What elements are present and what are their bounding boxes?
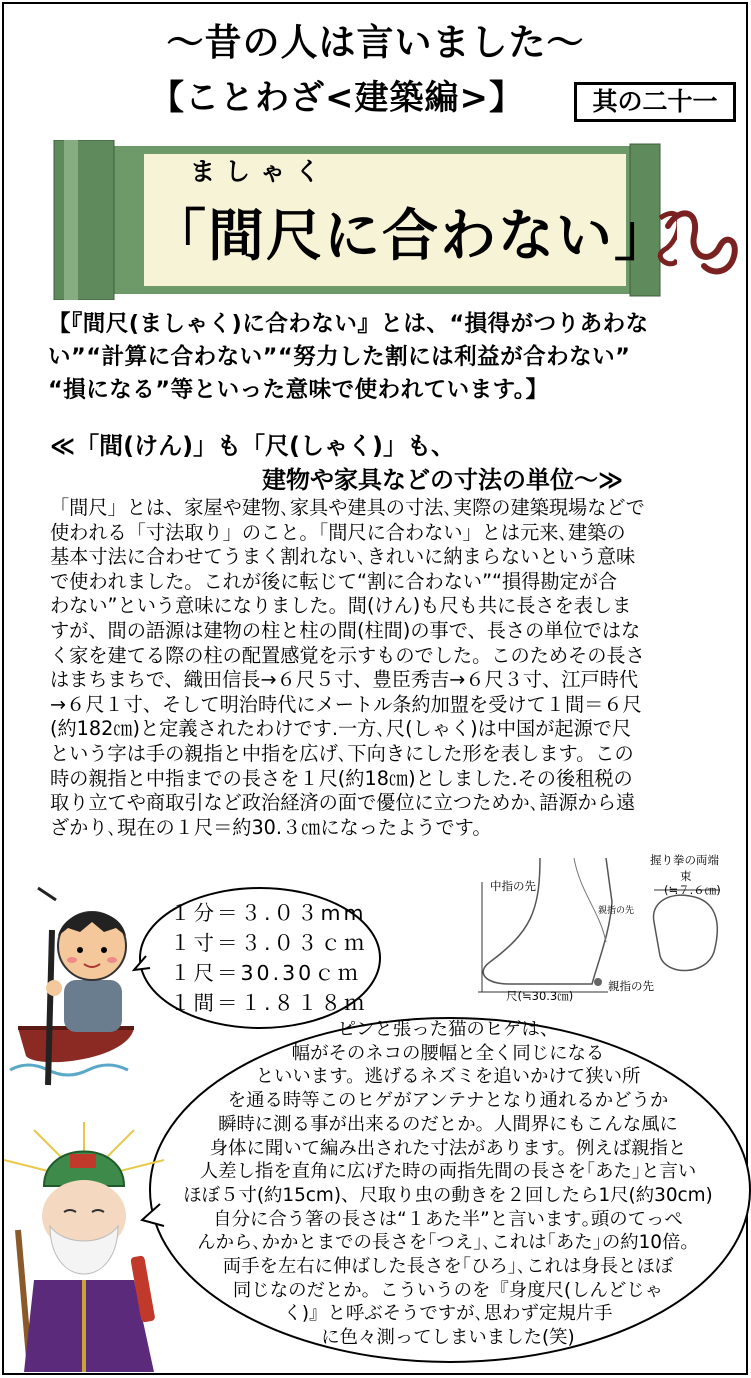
- page-subtitle: 【ことわざ<建築編>】: [150, 78, 524, 118]
- note-line: 人差し指を直角に広げた時の両指先間の長さを｢あた｣と言い: [199, 1161, 697, 1183]
- intro-line: “損になる”等といった意味で使われています。】: [48, 377, 549, 403]
- water: [10, 1065, 128, 1075]
- hand-outline: [483, 858, 612, 984]
- intro-text: [48, 308, 738, 407]
- note-text: [150, 1018, 746, 1350]
- body-line: ざかり､現在の１尺＝約30.３㎝になったようです。: [50, 815, 492, 839]
- unit-item: １間＝１.８１８ｍ: [170, 991, 368, 1015]
- unit-item: １尺＝30.30ｃｍ: [170, 961, 362, 985]
- section-heading-line1: ≪「間(けん)」も「尺(しゃく)」も、: [50, 432, 455, 460]
- scroll-string-tail: [660, 196, 748, 280]
- pole: [48, 930, 52, 1085]
- note-line: んから､かかとまでの長さを｢つえ｣､これは｢あた｣の約10倍。: [197, 1232, 699, 1254]
- page-title: ～昔の人は言いました～: [166, 21, 585, 64]
- body-line: わない”という意味になりました。間(けん)も尺も共に長さを表しま: [50, 594, 632, 618]
- section-heading-line2: 建物や家具などの寸法の単位～≫: [262, 466, 624, 494]
- body-text: [50, 496, 742, 840]
- scroll-roller-left: [54, 140, 114, 300]
- fist-unit: 束: [680, 869, 692, 883]
- intro-line: い”“計算に合わない”“努力した割には利益が合わない”: [48, 344, 631, 370]
- fist-value: (≒７.６㎝): [664, 883, 721, 897]
- note-line: に色々測ってしまいました(笑): [321, 1327, 575, 1349]
- thumb-tip-label: 親指の先: [608, 979, 654, 993]
- middle-finger-label: 中指の先: [490, 879, 536, 893]
- units-list: [170, 898, 368, 1018]
- body-line: という字は手の親指と中指を広げ､下向きにした形を表します。この: [50, 741, 634, 765]
- proverb-furigana: ましゃく: [190, 157, 331, 186]
- unit-item: １分＝３.０３mm: [170, 901, 367, 925]
- body-line: すが、間の語源は建物の柱と柱の間(柱間)の事で、長さの単位ではな: [50, 618, 641, 642]
- issue-badge: 其の二十一: [574, 82, 736, 122]
- body-line: 基本寸法に合わせてうまく割れない､きれいに納まらないという意味: [50, 545, 636, 569]
- foot-measure-figure: [470, 852, 742, 1008]
- note-line: く)』と呼ぶそうですが､思わず定規片手: [283, 1303, 613, 1325]
- body-line: 「間尺」とは、家屋や建物､家具や建具の寸法､実際の建築現場などで: [50, 496, 645, 519]
- boatman-illustration: [8, 870, 144, 1090]
- boatman-body: [64, 980, 122, 1032]
- fist-title: 握り拳の両端: [650, 853, 719, 867]
- unit-item: １寸＝３.０３ｃｍ: [170, 931, 368, 955]
- note-line: 身体に聞いて編み出された寸法があります。例えば親指と: [209, 1137, 687, 1159]
- note-line: といいます。逃げるネズミを追いかけて狭い所: [255, 1066, 641, 1088]
- body-line: (約182㎝)と定義されたわけです.一方､尺(しゃく)は中国が起源で尺: [50, 717, 632, 741]
- note-line: ピンと張った猫のヒゲは、: [337, 1019, 559, 1040]
- note-line: 自分に合う箸の長さは“１あた半”と言います｡頭のてっぺ: [213, 1208, 683, 1230]
- measure-label: 尺(≒30.3㎝): [506, 989, 574, 1003]
- note-line: 幅がそのネコの腰幅と全く同じになる: [291, 1042, 605, 1064]
- fist-outline: [653, 895, 717, 970]
- note-line: 瞬時に測る事が出来るのだとか。人間界にもこんな風に: [218, 1113, 678, 1135]
- proverb-title: 「間尺に合わない」: [150, 204, 672, 269]
- intro-line: 【『間尺(ましゃく)に合わない』とは、“損得がつりあわな: [48, 311, 649, 337]
- boat-hull: [18, 1028, 134, 1062]
- sage-robe: [24, 1280, 154, 1372]
- body-line: で使われました。これが後に転じて“割に合わない”“損得勘定が合: [50, 569, 618, 593]
- note-line: ほぼ５寸(約15cm)、尺取り虫の動きを２回したら1尺(約30cm): [183, 1184, 713, 1206]
- note-line: を通る時等このヒゲがアンテナとなり通れるかどうか: [227, 1090, 669, 1112]
- body-line: →６尺１寸、そして明治時代にメートル条約加盟を受けて１間＝６尺: [50, 692, 642, 716]
- body-line: はまちまちで、織田信長→６尺５寸、豊臣秀吉→６尺３寸、江戸時代: [50, 668, 639, 692]
- scroll-roller-highlight: [64, 140, 78, 300]
- note-line: 両手を左右に伸ばした長さを｢ひろ｣､これは身長とほぼ: [222, 1256, 674, 1278]
- thumb-small-label: 親指の先: [598, 906, 635, 916]
- body-line: 取り立てや商取引など政治経済の面で優位に立つためか､語源から遠: [50, 791, 636, 815]
- body-line: 使われる「寸法取り」のこと。「間尺に合わない」とは元来､建築の: [50, 520, 626, 544]
- sage-illustration: [4, 1120, 170, 1372]
- note-line: 同じなのだとか。こういうのを『身度尺(しんどじゃ: [232, 1279, 664, 1301]
- body-line: 時の親指と中指までの長さを１尺(約18㎝)としました.その後租税の: [50, 766, 633, 790]
- body-line: く家を建てる際の柱の配置感覚を示すものでした。このためその長さ: [50, 643, 645, 667]
